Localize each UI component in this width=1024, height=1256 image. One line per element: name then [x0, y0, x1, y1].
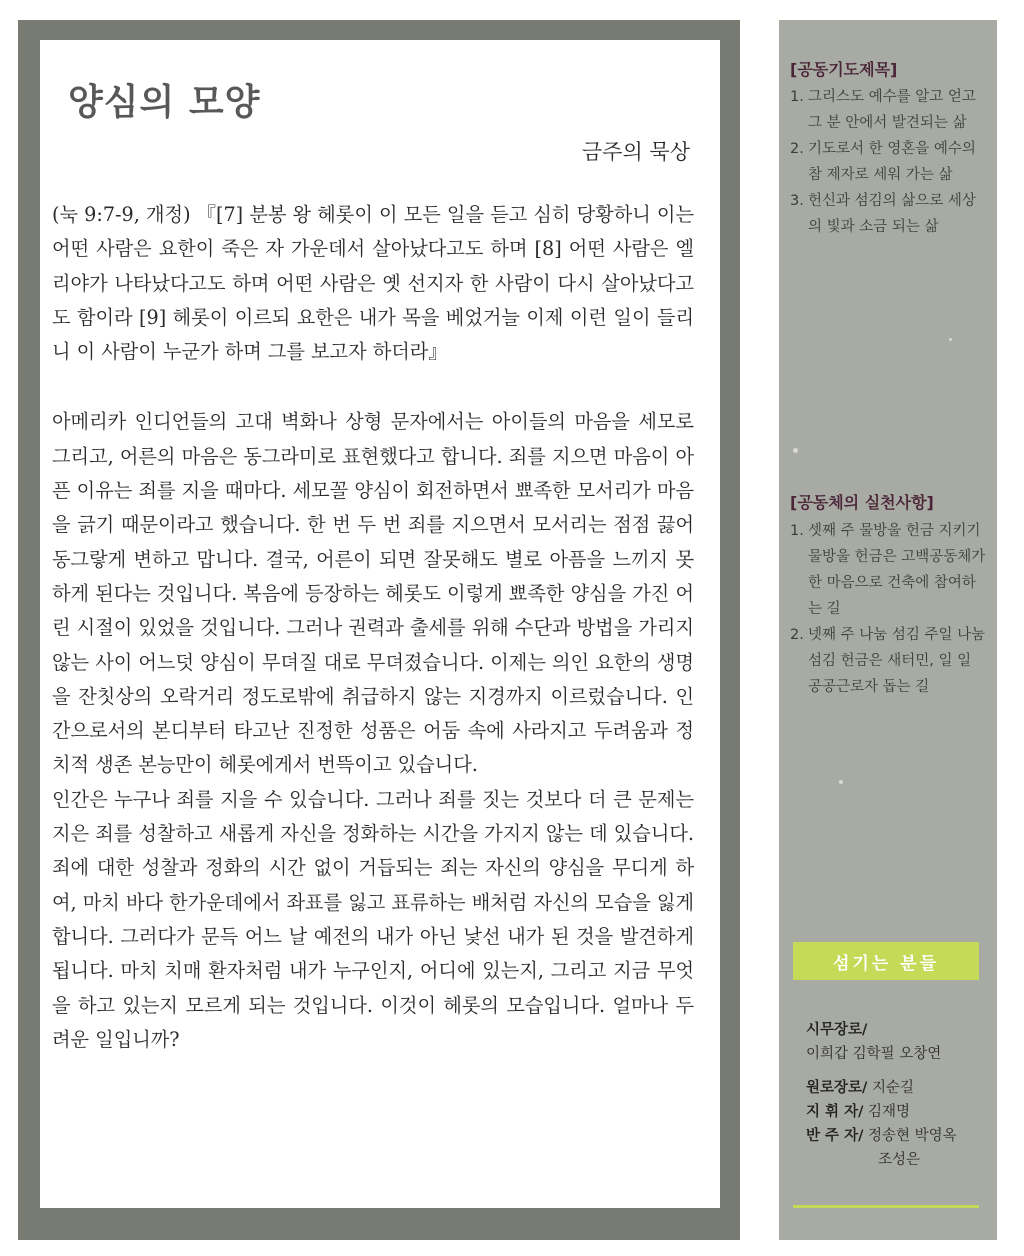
list-item: 3. 헌신과 섬김의 삶으로 세상의 빛과 소금 되는 삶	[790, 193, 976, 235]
accompanist-row: 반 주 자/ 정송현 박영옥	[806, 1128, 957, 1144]
list-item: 1. 그리스도 예수를 알고 얻고 그 분 안에서 발견되는 삶	[790, 89, 976, 131]
article-author: 금주의 묵상	[581, 140, 690, 164]
emeritus-row: 원로장로/ 지순길	[806, 1080, 914, 1096]
prayer-list	[790, 84, 986, 240]
article-body	[52, 198, 694, 1057]
list-item: 2. 넷째 주 나눔 섬김 주일 나눔 섬김 헌금은 새터민, 일 일 공공근로자 돕는 길	[790, 627, 986, 695]
elders-names: 이희갑 김학필 오창연	[806, 1046, 942, 1062]
practice-list	[790, 518, 986, 700]
page-title: 양심의 모양	[68, 82, 261, 123]
list-item: 1. 셋째 주 물방울 헌금 지키기 물방울 헌금은 고백공동체가 한 마음으로 건축에 참여하는 길	[790, 523, 986, 617]
elders-label: 시무장로/	[806, 1022, 868, 1038]
practice-heading: [공동체의 실천사항]	[790, 493, 934, 512]
conductor-row: 지 휘 자/ 김재명	[806, 1104, 911, 1120]
scripture-paragraph: (눅 9:7-9, 개정) 『[7] 분봉 왕 헤롯이 이 모든 일을 듣고 심히 당황하니 이는 어떤 사람은 요한이 죽은 자 가운데서 살아났다고도 하며 [8] 어떤 사람은 엘리야가 나타났다고도 하며 어떤 사람은 옛 선지자 한 사람이 다시 살아났다고도 함이라 [9] 헤롯이 이르되 요한은 내가 목을 베었거늘 이제 이런 일이 들리니 이 사람이 누군가 하며 그를 보고자 하더라』	[52, 203, 694, 364]
body-paragraph: 아메리카 인디언들의 고대 벽화나 상형 문자에서는 아이들의 마음을 세모로 그리고, 어른의 마음은 동그라미로 표현했다고 합니다. 죄를 지으면 마음이 아픈 이유는 죄를 지을 때마다. 세모꼴 양심이 회전하면서 뾰족한 모서리가 마음을 긁기 때문이라고 했습니다. 한 번 두 번 죄를 지으면서 모서리는 점점 끓어 동그랗게 변하고 맙니다. 결국, 어른이 되면 잘못해도 별로 아픔을 느끼지 못하게 된다는 것입니다. 복음에 등장하는 헤롯도 이렇게 뾰족한 양심을 가진 어린 시절이 있었을 것입니다. 그러나 권력과 출세를 위해 수단과 방법을 가리지 않는 사이 어느덧 양심이 무뎌질 대로 무뎌졌습니다. 이제는 의인 요한의 생명을 잔칫상의 오락거리 정도로밖에 취급하지 않는 지경까지 이르렀습니다. 인간으로서의 본디부터 타고난 진정한 성품은 어둠 속에 사라지고 두려움과 정치적 생존 본능만이 헤롯에게서 번뜩이고 있습니다.	[52, 410, 694, 777]
body-paragraph: 인간은 누구나 죄를 지을 수 있습니다. 그러나 죄를 짓는 것보다 더 큰 문제는 지은 죄를 성찰하고 새롭게 자신을 정화하는 시간을 가지지 않는 데 있습니다. 죄에 대한 성찰과 정화의 시간 없이 거듭되는 죄는 자신의 양심을 무디게 하여, 마치 바다 한가운데에서 좌표를 잃고 표류하는 배처럼 자신의 모습을 잃게 합니다. 그러다가 문득 어느 날 예전의 내가 아닌 낯선 내가 된 것을 발견하게 됩니다. 마치 치매 환자처럼 내가 누구인지, 어디에 있는지, 그리고 지금 무엇을 하고 있는지 모르게 되는 것입니다. 이것이 헤롯의 모습입니다. 얼마나 두려운 일입니까?	[52, 787, 694, 1051]
bottom-rule	[793, 1205, 979, 1208]
prayer-heading: [공동기도제목]	[790, 60, 898, 79]
servants-banner: 섬기는 분들	[793, 942, 979, 980]
accompanist-row-2: 조성은	[878, 1152, 921, 1168]
list-item: 2. 기도로서 한 영혼을 예수의 참 제자로 세워 가는 삶	[790, 141, 976, 183]
